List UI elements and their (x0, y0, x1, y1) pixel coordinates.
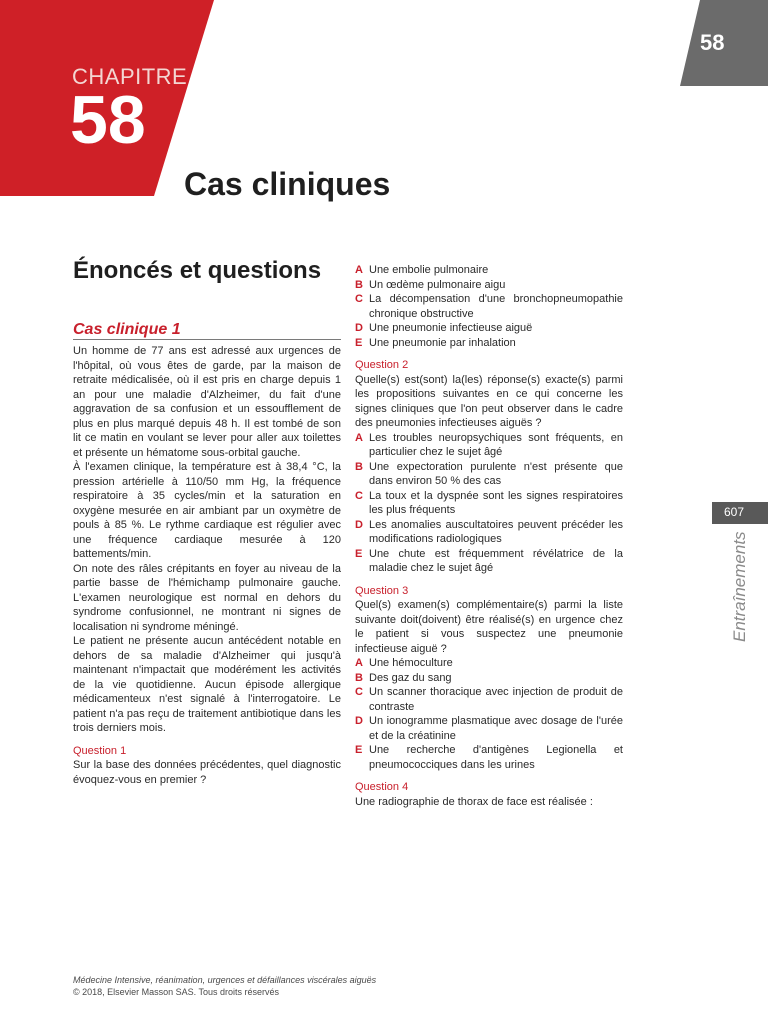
option-text: Un scanner thoracique avec injection de produit de contraste (369, 686, 623, 713)
answer-option (355, 321, 623, 336)
question-3-label: Question 3 (355, 584, 409, 597)
answer-option (355, 278, 623, 293)
option-text: Les anomalies auscultatoires peuvent précéder les modifications radiologiques (369, 518, 623, 545)
question-3-text: Quel(s) examen(s) complémentaire(s) parmi la liste suivante doit(doivent) être réalisé(s) en urgence chez le patient si vous suspectez une pneumonie infectieuse aiguë ? (355, 599, 623, 655)
option-text: Des gaz du sang (369, 671, 452, 684)
question-1-label: Question 1 (73, 744, 127, 757)
answer-option (355, 685, 623, 714)
option-text: Un œdème pulmonaire aigu (369, 278, 506, 291)
answer-option (355, 292, 623, 321)
option-text: Une recherche d'antigènes Legionella et pneumococciques dans les urines (369, 744, 623, 771)
option-letter: A (355, 264, 363, 276)
chapter-label: CHAPITRE (72, 64, 188, 89)
option-letter: B (355, 278, 363, 291)
right-column (355, 263, 623, 809)
question-2-options (355, 431, 623, 576)
option-text: Les troubles neuropsychiques sont fréquents, en particulier chez le sujet âgé (369, 431, 623, 458)
answer-option (355, 656, 623, 671)
question-1-text: Sur la base des données précédentes, quel diagnostic évoquez-vous en premier ? (73, 759, 341, 786)
option-letter: E (355, 744, 363, 756)
option-text: Un ionogramme plasmatique avec dosage de l'urée et de la créatinine (369, 715, 623, 742)
option-text: La toux et la dyspnée sont les signes respiratoires les plus fréquents (369, 489, 623, 516)
option-text: Une embolie pulmonaire (369, 264, 489, 276)
option-letter: C (355, 489, 363, 502)
option-letter: D (355, 322, 363, 334)
case-paragraph: Un homme de 77 ans est adressé aux urgences de l'hôpital, où vous êtes de garde, par la maison de retraite médicalisée, où il est pris en charge depuis 1 an pour une maladie d'Alzheimer, du fait d'une aggravation de sa confusion et un essoufflement de plus en plus marqué depuis 48 h. Il est tombé de son lit ce matin en voulant se lever pour aller aux toilettes et présente un hématome sous-orbital gauche. (73, 345, 341, 459)
chapter-title: Cas cliniques (184, 166, 391, 202)
answer-option (355, 489, 623, 518)
option-text: Une pneumonie infectieuse aiguë (369, 322, 533, 334)
case-paragraph: À l'examen clinique, la température est à 38,4 °C, la pression artérielle à 110/50 mm Hg, la fréquence respiratoire à 35 cycles/min et la saturation en oxygène mesurée en air ambiant par un oxymètre de pouls à 85 %. Le rythme cardiaque est régulier avec une fréquence cardiaque mesurée à 120 battements/min. (73, 461, 341, 560)
question-3-options (355, 656, 623, 772)
question-4-label: Question 4 (355, 781, 409, 793)
option-letter: D (355, 518, 363, 531)
footer-copyright: © 2018, Elsevier Masson SAS. Tous droits réservés (73, 987, 280, 997)
option-letter: A (355, 431, 363, 444)
footer-book-title: Médecine Intensive, réanimation, urgences et défaillances viscérales aiguës (73, 975, 377, 985)
case-paragraph: On note des râles crépitants en foyer au niveau de la partie basse de l'hémichamp pulmonaire gauche. L'examen neurologique est normal en dehors du syndrome confusionnel, ne montrant ni signes de localisation ni syndrome méningé. (73, 562, 341, 633)
option-text: Une chute est fréquemment révélatrice de la maladie chez le sujet âgé (369, 547, 623, 574)
option-letter: E (355, 547, 363, 560)
option-text: Une hémoculture (369, 657, 453, 669)
answer-option (355, 671, 623, 686)
option-letter: B (355, 671, 363, 684)
answer-option (355, 336, 623, 351)
chapter-tab-number: 58 (700, 30, 725, 55)
option-text: Une expectoration purulente n'est présente que dans environ 50 % des cas (369, 460, 623, 487)
page-footer (73, 974, 376, 998)
option-letter: B (355, 460, 363, 473)
answer-option (355, 547, 623, 576)
answer-option (355, 263, 623, 278)
question-2-text: Quelle(s) est(sont) la(les) réponse(s) exacte(s) parmi les propositions suivantes en ce qui concerne les signes cliniques que l'on peut observer dans le cadre des pneumonies infectieuses aiguës ? (355, 373, 623, 429)
answer-option (355, 714, 623, 743)
page-number: 607 (724, 505, 745, 519)
question-2-label: Question 2 (355, 359, 409, 371)
case-paragraph: Le patient ne présente aucun antécédent notable en dehors de sa maladie d'Alzheimer qui jusqu'à maintenant n'impactait que modérément les activités de la vie quotidienne. Aucun épisode allergique médicamenteux n'est signalé à l'interrogatoire. Le patient n'a pas reçu de traitement antibiotique dans les trois derniers mois. (73, 635, 341, 734)
option-letter: D (355, 715, 363, 727)
option-letter: C (355, 686, 363, 698)
left-column (73, 257, 341, 787)
question-4-text: Une radiographie de thorax de face est réalisée : (355, 795, 593, 808)
option-letter: A (355, 657, 363, 669)
answer-option (355, 431, 623, 460)
option-letter: C (355, 293, 363, 305)
question-1-options (355, 263, 623, 350)
option-text: Une pneumonie par inhalation (369, 336, 516, 349)
answer-option (355, 518, 623, 547)
case-title: Cas clinique 1 (73, 323, 341, 341)
section-title: Énoncés et questions (73, 257, 322, 284)
option-letter: E (355, 336, 363, 349)
side-label-text: Entraînements (730, 531, 749, 642)
chapter-number: 58 (70, 82, 146, 158)
answer-option (355, 460, 623, 489)
answer-option (355, 743, 623, 772)
option-text: La décompensation d'une bronchopneumopathie chronique obstructive (369, 293, 623, 320)
